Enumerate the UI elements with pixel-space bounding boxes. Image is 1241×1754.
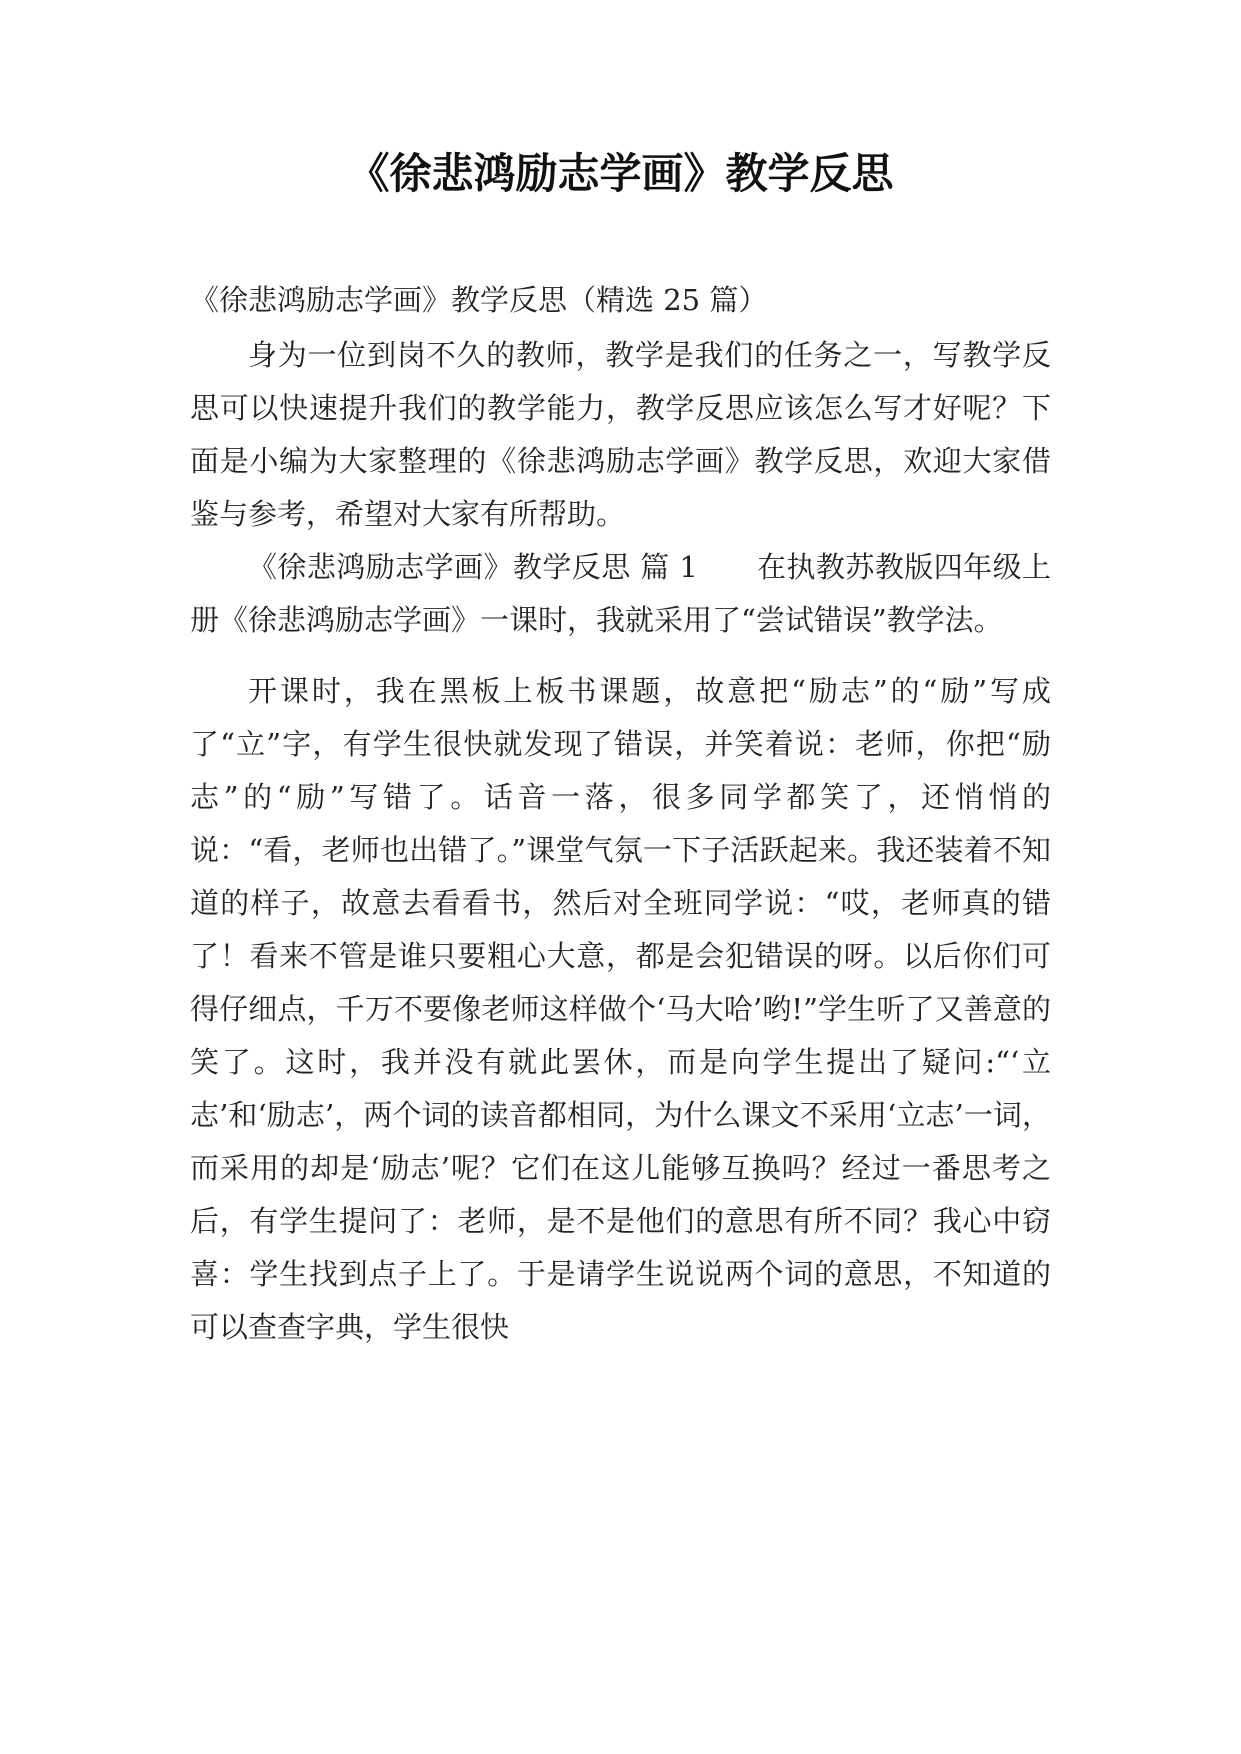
- section-1-paragraph: 《徐悲鸿励志学画》教学反思 篇 1 在执教苏教版四年级上册《徐悲鸿励志学画》一课时，我就采用了“尝试错误”教学法。: [190, 550, 1051, 637]
- document-subtitle: 《徐悲鸿励志学画》教学反思（精选 25 篇）: [190, 283, 768, 317]
- document-title: 《徐悲鸿励志学画》教学反思: [347, 149, 894, 198]
- body-paragraph: 开课时，我在黑板上板书课题，故意把“励志”的“励”写成了“立”字，有学生很快就发现了错误，并笑着说：老师，你把“励志”的“励”写错了。话音一落，很多同学都笑了，还悄悄的说：“看，老师也出错了。”课堂气氛一下子活跃起来。我还装着不知道的样子，故意去看看书，然后对全班同学说：“哎，老师真的错了！看来不管是谁只要粗心大意，都是会犯错误的呀。以后你们可得仔细点，千万不要像老师这样做个‘马大哈’哟!”学生听了又善意的笑了。这时，我并没有就此罢休，而是向学生提出了疑问:“‘立志’和‘励志’，两个词的读音都相同，为什么课文不采用‘立志’一词，而采用的却是‘励志’呢？它们在这儿能够互换吗？经过一番思考之后，有学生提问了：老师，是不是他们的意思有所不同？我心中窃喜：学生找到点子上了。于是请学生说说两个词的意思，不知道的可以查查字典，学生很快: [190, 674, 1051, 1344]
- document-body: [190, 274, 1051, 1354]
- intro-paragraph: 身为一位到岗不久的教师，教学是我们的任务之一，写教学反思可以快速提升我们的教学能力，教学反思应该怎么写才好呢？下面是小编为大家整理的《徐悲鸿励志学画》教学反思，欢迎大家借鉴与参考，希望对大家有所帮助。: [190, 338, 1051, 531]
